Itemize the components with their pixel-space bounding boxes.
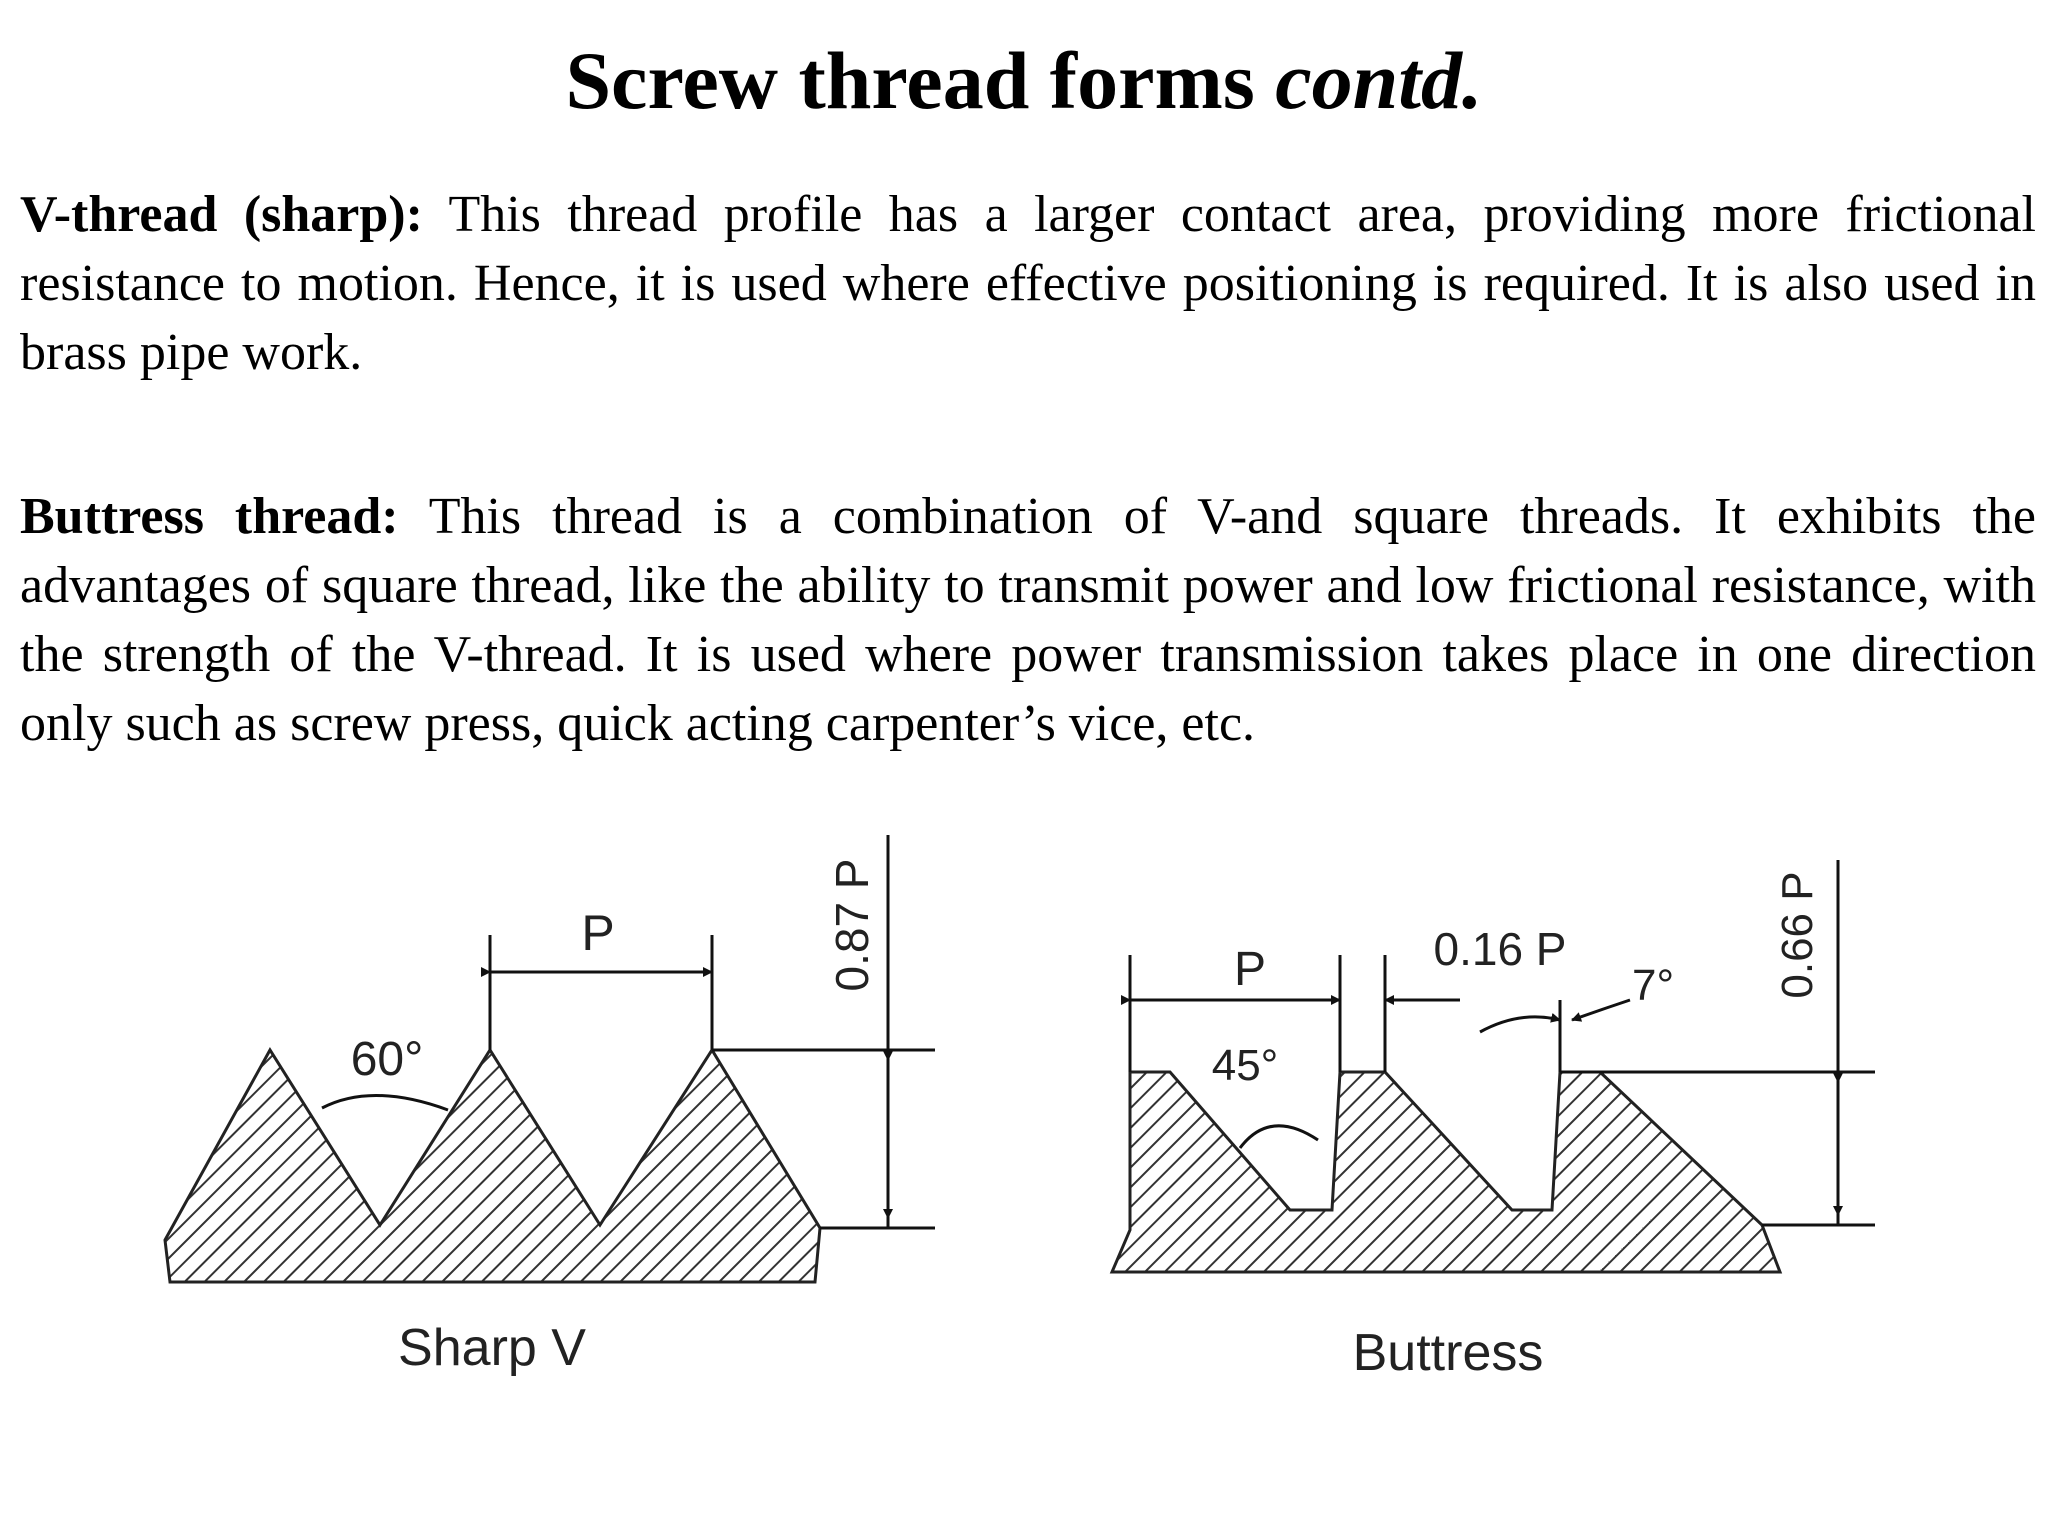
sharp-v-angle-label: 60° <box>350 1033 424 1086</box>
buttress-thread-profile <box>1112 1072 1780 1272</box>
buttress-flank-label: 7° <box>1632 961 1675 1010</box>
buttress-body: This thread is a combination of V-and square threads. It exhibits the advantages of square thread, like the ability to transmit power and low frictional resistance, with the strength of the V-thread. It is used where power transmission takes place in one direction only such as screw press, quick acting carpenter’s vice, etc. <box>20 488 2037 752</box>
sharp-v-thread-figure <box>150 820 950 1400</box>
v-thread-heading: V-thread (sharp): <box>20 186 423 243</box>
title-main: Screw thread forms <box>565 35 1255 126</box>
buttress-angle-arc <box>1240 1126 1318 1148</box>
sharp-v-angle-arc <box>322 1095 448 1110</box>
v-thread-paragraph <box>20 180 2036 387</box>
buttress-flat-label: 0.16 P <box>1433 923 1567 975</box>
v-thread-body: This thread profile has a larger contact area, providing more frictional resistance to motion. Hence, it is used where effective positioning is required. It is also used in brass pipe work. <box>20 186 2036 381</box>
sharp-v-caption: Sharp V <box>398 1319 586 1377</box>
sharp-v-thread-profile <box>165 1050 820 1282</box>
slide-title <box>0 36 2048 126</box>
buttress-pitch-label: P <box>1233 943 1267 996</box>
buttress-heading: Buttress thread: <box>20 488 399 545</box>
buttress-caption: Buttress <box>1352 1324 1544 1382</box>
buttress-thread-figure <box>1100 840 1900 1400</box>
title-emphasis: contd. <box>1275 35 1483 126</box>
buttress-angle-label: 45° <box>1211 1041 1279 1090</box>
sharp-v-height-label: 0.87 P <box>826 858 878 992</box>
buttress-height-label: 0.66 P <box>1773 871 1822 999</box>
pitch-label: P <box>581 905 615 961</box>
buttress-paragraph <box>20 482 2036 758</box>
